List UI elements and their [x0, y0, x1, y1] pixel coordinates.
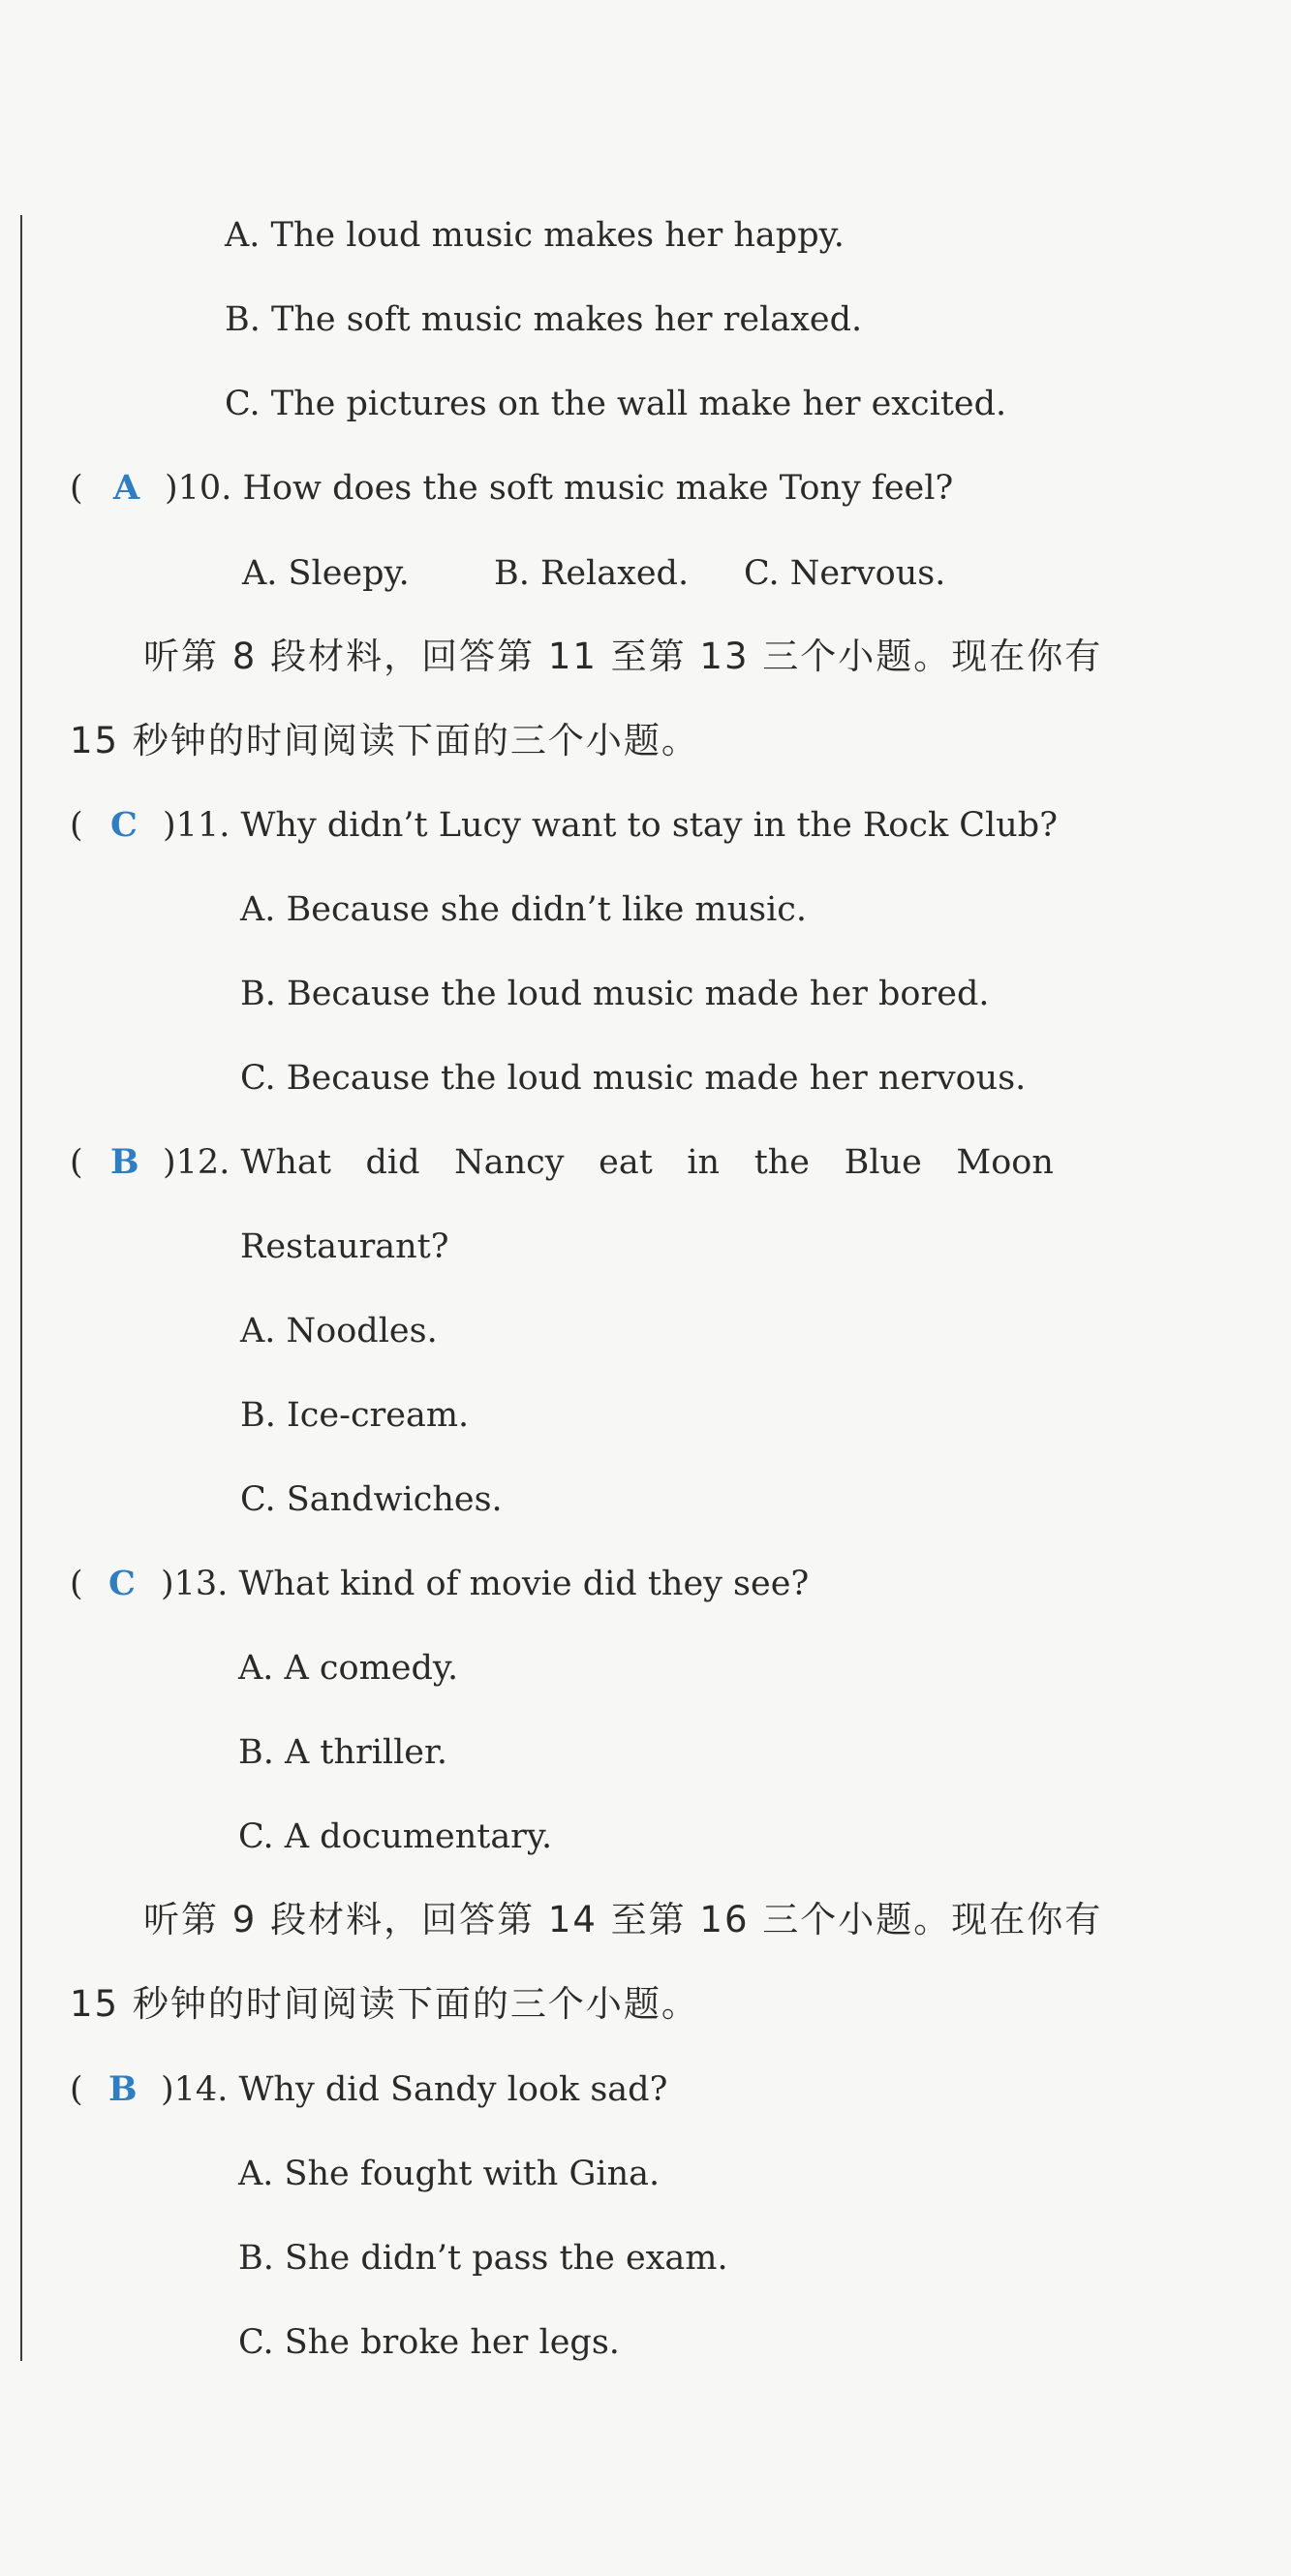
question-word: in — [687, 1143, 721, 1182]
q12-option-b: B. Ice-cream. — [240, 1396, 470, 1435]
answer-mark: B — [108, 2069, 138, 2109]
q10-option-a: A. Sleepy. — [242, 554, 410, 593]
margin-rule — [20, 215, 22, 2361]
q14-option-c: C. She broke her legs. — [238, 2323, 620, 2362]
instruction-8-line2: 15 秒钟的时间阅读下面的三个小题。 — [70, 720, 699, 761]
q13-option-c: C. A documentary. — [238, 1817, 553, 1856]
question-word: Blue — [844, 1143, 922, 1182]
answer-mark: A — [113, 468, 140, 508]
question-text: )11. Why didn’t Lucy want to stay in the Rock Club? — [163, 806, 1058, 845]
q13-option-a: A. A comedy. — [238, 1649, 459, 1688]
q9-option-b: B. The soft music makes her relaxed. — [225, 300, 863, 339]
answer-mark: B — [110, 1142, 139, 1182]
answer-mark: C — [110, 805, 138, 845]
q14-option-b: B. She didn’t pass the exam. — [238, 2239, 728, 2278]
question-text — [163, 1141, 1054, 1184]
answer-paren-open: ( — [70, 1143, 83, 1182]
question-text: )14. Why did Sandy look sad? — [161, 2070, 668, 2109]
question-text: )10. How does the soft music make Tony feel? — [165, 469, 954, 508]
q11-option-a: A. Because she didn’t like music. — [240, 890, 808, 929]
instruction-9-line1: 听第 9 段材料，回答第 14 至第 16 三个小题。现在你有 — [143, 1899, 1103, 1940]
question-word: Moon — [956, 1143, 1054, 1182]
question-12-continuation: Restaurant? — [240, 1227, 449, 1266]
answer-paren-open: ( — [70, 806, 83, 845]
question-text: )13. What kind of movie did they see? — [161, 1565, 810, 1603]
question-word: )12. What — [163, 1143, 331, 1182]
question-word: eat — [599, 1143, 653, 1182]
question-word: Nancy — [454, 1143, 565, 1182]
q11-option-c: C. Because the loud music made her nervous. — [240, 1059, 1027, 1098]
q9-option-c: C. The pictures on the wall make her excited. — [225, 385, 1007, 423]
q9-option-a: A. The loud music makes her happy. — [225, 216, 845, 255]
instruction-8-line1: 听第 8 段材料，回答第 11 至第 13 三个小题。现在你有 — [143, 636, 1103, 677]
q10-option-b: B. Relaxed. — [494, 554, 690, 593]
q14-option-a: A. She fought with Gina. — [238, 2155, 661, 2193]
q11-option-b: B. Because the loud music made her bored. — [240, 975, 990, 1013]
q13-option-b: B. A thriller. — [238, 1733, 448, 1772]
q10-option-c: C. Nervous. — [744, 554, 946, 593]
instruction-9-line2: 15 秒钟的时间阅读下面的三个小题。 — [70, 1983, 699, 2025]
q12-option-a: A. Noodles. — [240, 1312, 438, 1350]
answer-paren-open: ( — [70, 2070, 83, 2109]
answer-mark: C — [108, 1564, 136, 1603]
question-word: did — [365, 1143, 420, 1182]
question-word: the — [753, 1143, 811, 1182]
answer-paren-open: ( — [70, 1565, 83, 1603]
q12-option-c: C. Sandwiches. — [240, 1480, 503, 1519]
answer-paren-open: ( — [70, 469, 83, 508]
